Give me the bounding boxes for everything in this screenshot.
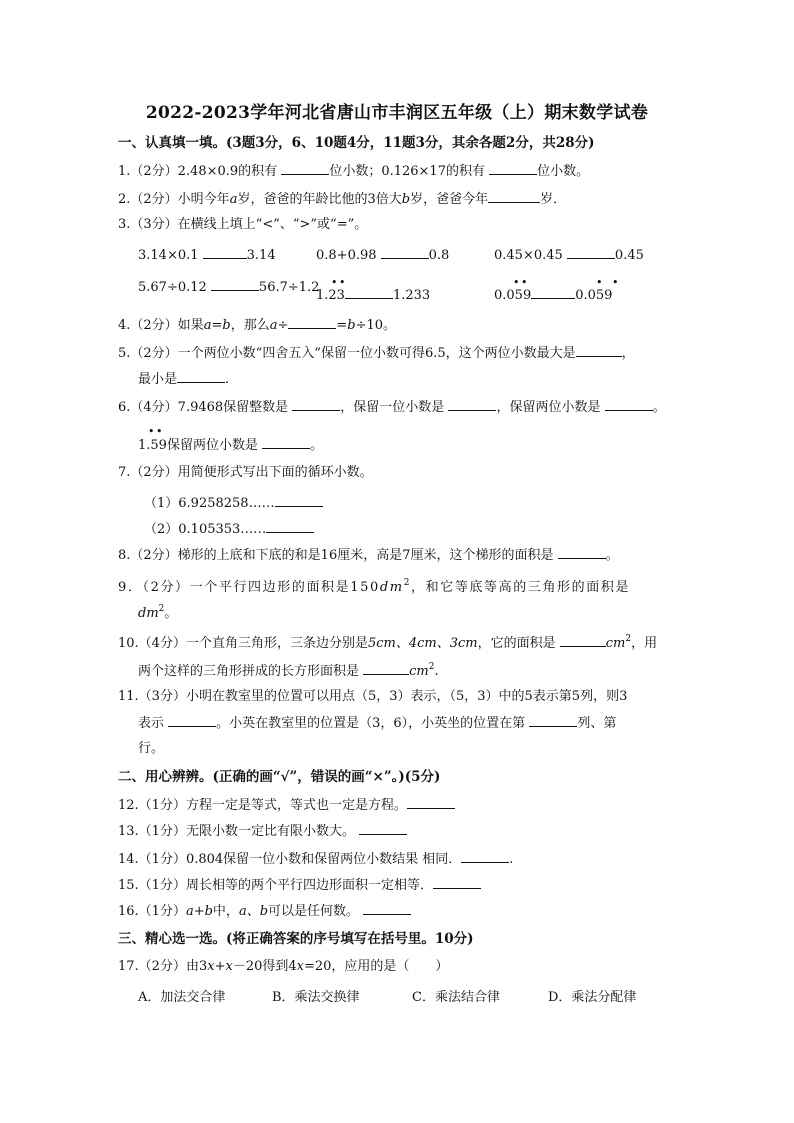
q6-blank-2[interactable] <box>448 398 496 411</box>
q10-text-e: 两个这样的三角形拼成的长方形面积是 <box>138 664 364 679</box>
q4-eq: = <box>211 318 223 333</box>
q17-var-x: x <box>225 959 233 974</box>
q4-text-d: ÷10。 <box>355 318 397 333</box>
q7-blank-1[interactable] <box>275 494 323 507</box>
repeat-dot: • <box>612 276 619 289</box>
q9-unit-2: dm <box>138 606 159 621</box>
q17-var-x: x <box>296 959 304 974</box>
q5-blank-2[interactable] <box>177 370 225 383</box>
q4-var-b2: b <box>347 318 356 333</box>
q3-r2-c1-left: 5.67÷0.12 <box>138 280 211 295</box>
q6-text-e: 1.59 <box>138 438 167 453</box>
q5-text-c: 最小是 <box>138 372 178 387</box>
q12-text: 12.（1分）方程一定是等式，等式也一定是方程。 <box>118 798 407 813</box>
q5-text-a: 5.（2分）一个两位小数“四舍五入”保留一位小数可得6.5，这个两位小数最大是 <box>118 346 576 361</box>
q10-blank-2[interactable] <box>363 662 409 675</box>
q7-blank-2[interactable] <box>266 520 314 533</box>
q7-text-b: （1）6.9258258…… <box>144 496 275 511</box>
q10-unit-cm: cm <box>605 636 626 651</box>
q5-text-b: ， <box>621 346 635 361</box>
q6-text-b: ，保留一位小数是 <box>340 400 449 415</box>
q4-div: ÷ <box>277 318 289 333</box>
q5-blank-1[interactable] <box>576 344 622 357</box>
q14-text: 14.（1分）0.804保留一位小数和保留两位小数结果 相同． <box>118 852 462 867</box>
q3-row1-item1 <box>138 246 276 265</box>
section-1-heading: 一、认真填一填。(3题3分，6、10题4分，11题3分，其余各题2分，共28分) <box>118 135 595 151</box>
q17-option-a[interactable]: A．加法交合律 <box>138 990 226 1005</box>
q10-text-g: . <box>434 664 439 679</box>
q10-text-b: ，它的面积是 <box>477 636 560 651</box>
q15-blank[interactable] <box>433 876 481 889</box>
q17-var-x: x <box>207 959 215 974</box>
q9-sq: 2 <box>403 578 412 588</box>
q11-blank-2[interactable] <box>529 714 577 727</box>
question-3: 3.（3分）在横线上填上“<”、“>”或“=”。 <box>118 217 368 232</box>
q10-blank-1[interactable] <box>560 634 606 647</box>
q3-r1-blank-1[interactable] <box>203 246 247 259</box>
q11-blank-1[interactable] <box>168 714 216 727</box>
q2-text-c: 岁，爸爸今年 <box>410 192 489 207</box>
question-10-cont <box>138 658 439 681</box>
q3-r2-c2-left: 1.23 <box>316 288 345 303</box>
question-11: 11.（3分）小明在教室里的位置可以用点（5，3）表示，（5，3）中的5表示第5列，则3 <box>118 689 628 704</box>
q6-text-d: 。 <box>652 400 666 415</box>
q3-r2-blank-3[interactable] <box>531 286 575 299</box>
question-12 <box>118 796 455 815</box>
section-3-heading: 三、精心选一选。(将正确答案的序号填写在括号里。10分) <box>118 931 474 947</box>
q7-part-1 <box>144 494 323 513</box>
q2-var-a: a <box>229 192 238 207</box>
q11-text-b: 表示 <box>138 716 169 731</box>
q17-text-a: 17.（2分）由3 <box>118 959 208 974</box>
q2-text-b: 岁，爸爸的年龄比他的3倍大 <box>237 192 402 207</box>
q16-expr: a+b <box>185 904 213 919</box>
q5-text-d: . <box>225 372 230 387</box>
q17-option-c[interactable]: C．乘法结合律 <box>412 990 500 1005</box>
q4-var-b: b <box>222 318 231 333</box>
q3-r1-blank-2[interactable] <box>381 246 429 259</box>
page-title: 2022-2023学年河北省唐山市丰润区五年级（上）期末数学试卷 <box>145 103 649 123</box>
question-14 <box>118 850 513 869</box>
q17-text-d: =20，应用的是（ ） <box>303 959 449 974</box>
question-8 <box>118 546 619 565</box>
q3-r2-blank-2[interactable] <box>345 286 393 299</box>
repeat-dot: • <box>339 276 346 289</box>
q16-text-a: 16.（1分） <box>118 904 186 919</box>
q10-sq-2: 2 <box>428 662 435 672</box>
q16-blank[interactable] <box>363 902 411 915</box>
q9-text-d: 。 <box>164 606 178 621</box>
q3-r2-c3-right: 0.059 <box>575 288 613 303</box>
q11-text-d: 列、第 <box>577 716 617 731</box>
q17-text-c: －20得到4 <box>232 959 297 974</box>
question-4 <box>118 316 396 335</box>
q6-blank-3[interactable] <box>605 398 653 411</box>
q15-text: 15.（1分）周长相等的两个平行四边形面积一定相等． <box>118 878 433 893</box>
q2-text-d: 岁． <box>540 192 567 207</box>
q7-part-2 <box>144 520 314 539</box>
q3-r2-blank-1[interactable] <box>211 278 259 291</box>
q17-option-d[interactable]: D．乘法分配律 <box>548 990 637 1005</box>
q2-text-a: 2.（2分）小明今年 <box>118 192 230 207</box>
q17-text-b: + <box>214 959 226 974</box>
q4-var-a2: a <box>269 318 278 333</box>
q10-text-d: ，用 <box>631 636 658 651</box>
q10-sq: 2 <box>625 634 632 644</box>
q10-units: 5cm、4cm、3cm <box>367 636 478 651</box>
repeat-dot: • <box>156 425 163 438</box>
repeat-dot: • <box>513 276 520 289</box>
question-13 <box>118 822 407 841</box>
q12-blank[interactable] <box>407 796 455 809</box>
question-15 <box>118 876 481 895</box>
q3-r1-blank-3[interactable] <box>567 246 615 259</box>
q3-r1-c3-right: 0.45 <box>614 248 644 263</box>
q9-text-b: ，和它等底等高的三角形的面积是 <box>411 580 631 595</box>
q8-text-a: 8.（2分）梯形的上底和下底的和是16厘米，高是7厘米，这个梯形的面积是 <box>118 548 558 563</box>
question-7: 7.（2分）用简便形式写出下面的循环小数。 <box>118 465 373 480</box>
q6-blank-4[interactable] <box>262 436 310 449</box>
q14-text-b: . <box>509 852 514 867</box>
q1-blank-2[interactable] <box>489 162 537 175</box>
q10-unit-cm-2: cm <box>409 664 429 679</box>
q7-text-c: （2）0.105353…… <box>144 522 267 537</box>
q4-text-c: = <box>336 318 348 333</box>
question-1 <box>118 162 589 181</box>
q10-text-a: 10.（4分）一个直角三角形，三条边分别是 <box>118 636 368 651</box>
q2-var-b: b <box>401 192 411 207</box>
question-9 <box>118 574 630 597</box>
question-17 <box>118 958 448 976</box>
q9-sq-2: 2 <box>158 604 165 614</box>
q8-text-b: 。 <box>605 548 619 563</box>
question-11-cont <box>138 714 616 733</box>
q8-blank[interactable] <box>558 546 606 559</box>
q4-blank[interactable] <box>288 316 336 329</box>
q13-blank[interactable] <box>359 822 407 835</box>
q3-r2-c3-left: 0.059 <box>494 288 532 303</box>
question-16 <box>118 902 411 921</box>
question-9-cont <box>138 600 177 623</box>
repeat-dot: • <box>148 425 155 438</box>
q3-r1-c3-left: 0.45×0.45 <box>494 248 567 263</box>
q3-r2-c2-right: 1.233 <box>392 288 431 303</box>
question-6 <box>118 398 666 417</box>
repeat-dot: • <box>521 276 528 289</box>
q1-text-c: 位小数。 <box>537 164 590 179</box>
q3-row1-item2 <box>316 246 449 265</box>
q17-option-b[interactable]: B．乘法交换律 <box>272 990 360 1005</box>
q6-text-c: ，保留两位小数是 <box>496 400 605 415</box>
q3-row1-item3 <box>494 246 644 265</box>
q3-row2-item1 <box>138 278 319 297</box>
q3-r1-c2-left: 0.8+0.98 <box>316 248 381 263</box>
q4-var-a: a <box>203 318 212 333</box>
q11-text-c: 。小英在教室里的位置是（3，6），小英坐的位置在第 <box>216 716 530 731</box>
q6-text-f: 保留两位小数是 <box>166 438 263 453</box>
q3-r1-c1-left: 3.14×0.1 <box>138 248 203 263</box>
q4-text-b: ，那么 <box>230 318 270 333</box>
q6-text-a: 6.（4分）7.9468保留整数是 <box>118 400 293 415</box>
q3-r2-c1-right: 56.7÷1.2 <box>258 280 320 295</box>
q1-text-a: 1.（2分）2.48×0.9的积有 <box>118 164 282 179</box>
q1-text-b: 位小数；0.126×17的积有 <box>329 164 490 179</box>
q6-blank-1[interactable] <box>292 398 340 411</box>
question-2 <box>118 190 566 209</box>
q14-blank[interactable] <box>461 850 509 863</box>
q2-blank[interactable] <box>488 190 540 203</box>
q9-unit: dm <box>379 580 404 595</box>
q13-text: 13.（1分）无限小数一定比有限小数大。 <box>118 824 360 839</box>
question-5-cont <box>138 370 229 389</box>
q6-text-g: 。 <box>310 438 324 453</box>
q16-text-c: 可以是任何数。 <box>268 904 364 919</box>
q3-row2-item3 <box>494 286 612 305</box>
q9-text-a: 9．（2分）一个平行四边形的面积是150 <box>118 580 380 595</box>
question-5 <box>118 344 635 363</box>
q3-r1-c2-right: 0.8 <box>428 248 450 263</box>
q16-vars: a、b <box>238 904 269 919</box>
q1-blank-1[interactable] <box>281 162 329 175</box>
q16-text-b: 中， <box>212 904 239 919</box>
question-6-cont <box>138 436 323 455</box>
q4-text-a: 4.（2分）如果 <box>118 318 204 333</box>
question-10 <box>118 630 657 653</box>
repeat-dot: • <box>331 276 338 289</box>
question-11-cont2: 行。 <box>138 741 165 756</box>
section-2-heading: 二、用心辨辨。(正确的画“√”，错误的画“×”。)(5分) <box>118 769 441 785</box>
repeat-dot: • <box>596 276 603 289</box>
q3-r1-c1-right: 3.14 <box>246 248 276 263</box>
